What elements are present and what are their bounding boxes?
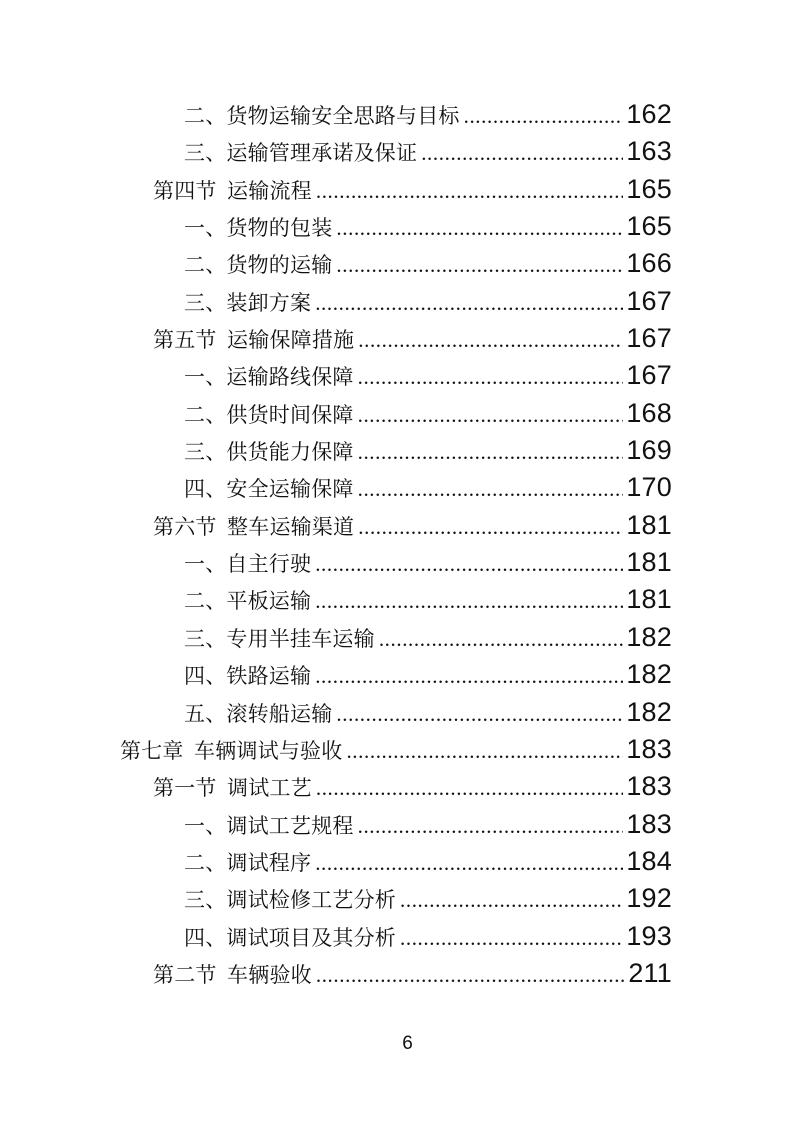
- toc-entry-label: 二、供货时间保障: [184, 402, 354, 427]
- toc-entry-label: 四、调试项目及其分析: [184, 925, 396, 950]
- toc-entry[interactable]: [120, 320, 672, 357]
- toc-entry[interactable]: [120, 171, 672, 208]
- toc-entry-page: 163: [626, 136, 672, 167]
- toc-dot-leader: [315, 285, 623, 322]
- toc-dot-leader: [464, 98, 624, 135]
- toc-entry[interactable]: [120, 245, 672, 282]
- toc-entry-label: 四、安全运输保障: [184, 477, 354, 502]
- toc-entry[interactable]: [120, 395, 672, 432]
- toc-entry[interactable]: [120, 283, 672, 320]
- toc-entry[interactable]: [120, 619, 672, 656]
- toc-dot-leader: [358, 509, 623, 546]
- toc-dot-leader: [358, 322, 623, 359]
- toc-entry-page: 181: [626, 547, 672, 578]
- toc-entry-label: 四、铁路运输: [184, 664, 312, 689]
- toc-dot-leader: [336, 696, 623, 733]
- toc-dot-leader: [316, 173, 623, 210]
- toc-entry[interactable]: [120, 918, 672, 955]
- toc-dot-leader: [315, 845, 623, 882]
- toc-dot-leader: [346, 733, 623, 770]
- toc-entry[interactable]: [120, 133, 672, 170]
- toc-entry[interactable]: [120, 469, 672, 506]
- toc-entry[interactable]: [120, 208, 672, 245]
- toc-dot-leader: [379, 621, 624, 658]
- toc-entry-label: 第七章 车辆调试与验收: [120, 738, 343, 763]
- toc-entry[interactable]: [120, 880, 672, 917]
- toc-entry-label: 第二节 车辆验收: [153, 962, 312, 987]
- toc-entry[interactable]: [120, 581, 672, 618]
- toc-entry-label: 二、货物的运输: [184, 253, 333, 278]
- toc-entry-page: 165: [626, 211, 672, 242]
- toc-entry-label: 三、专用半挂车运输: [184, 626, 375, 651]
- toc-entry-label: 三、调试检修工艺分析: [184, 888, 396, 913]
- toc-dot-leader: [316, 957, 625, 994]
- toc-entry-label: 二、货物运输安全思路与目标: [184, 104, 460, 128]
- toc-entry-page: 169: [626, 435, 672, 466]
- toc-dot-leader: [358, 808, 624, 845]
- toc-entry-label: 三、供货能力保障: [184, 440, 354, 465]
- toc-entry-page: 183: [626, 771, 672, 802]
- toc-entry-label: 一、自主行驶: [184, 552, 312, 577]
- toc-entry-page: 182: [626, 696, 672, 727]
- toc-entry[interactable]: [120, 843, 672, 880]
- toc-entry-page: 211: [628, 957, 672, 988]
- toc-entry-page: 192: [626, 883, 672, 914]
- toc-entry-label: 三、运输管理承诺及保证: [184, 141, 418, 166]
- toc-entry-label: 三、装卸方案: [184, 290, 312, 315]
- toc-entry-label: 一、运输路线保障: [184, 365, 354, 390]
- toc-dot-leader: [315, 583, 623, 620]
- page-footer: [0, 1033, 793, 1055]
- toc-entry-label: 第四节 运输流程: [153, 178, 312, 203]
- toc-entry-page: 181: [626, 509, 672, 540]
- toc-entry-page: 165: [626, 173, 672, 204]
- toc-entry-label: 一、调试工艺规程: [184, 813, 354, 838]
- toc-entry-page: 168: [626, 397, 672, 428]
- toc-dot-leader: [315, 658, 623, 695]
- toc-entry[interactable]: [120, 806, 672, 843]
- toc-dot-leader: [400, 920, 623, 957]
- toc-entry[interactable]: [120, 432, 672, 469]
- toc-entry-page: 170: [626, 472, 672, 503]
- toc-entry-page: 162: [626, 99, 672, 129]
- toc-entry-page: 193: [626, 920, 672, 951]
- toc-dot-leader: [336, 247, 623, 284]
- toc-entry-page: 166: [626, 248, 672, 279]
- toc-dot-leader: [358, 359, 624, 396]
- toc-dot-leader: [336, 210, 623, 247]
- toc-entry-page: 167: [626, 285, 672, 316]
- toc-entry-page: 183: [626, 808, 672, 839]
- toc-entry[interactable]: [120, 96, 672, 133]
- toc-entry[interactable]: [120, 768, 672, 805]
- toc-dot-leader: [358, 397, 624, 434]
- toc-entry-label: 一、货物的包装: [184, 216, 333, 241]
- toc-entry-page: 184: [626, 845, 672, 876]
- toc-entry-label: 第六节 整车运输渠道: [153, 514, 355, 539]
- toc-entry[interactable]: [120, 544, 672, 581]
- table-of-contents: [120, 96, 672, 992]
- toc-dot-leader: [315, 546, 623, 583]
- toc-entry-label: 五、滚转船运输: [184, 701, 333, 726]
- toc-dot-leader: [421, 135, 623, 172]
- toc-entry-page: 182: [626, 659, 672, 690]
- toc-entry[interactable]: [120, 507, 672, 544]
- toc-entry-label: 二、平板运输: [184, 589, 312, 614]
- toc-entry-page: 167: [626, 360, 672, 391]
- toc-entry-page: 181: [626, 584, 672, 615]
- toc-entry-page: 182: [626, 621, 672, 652]
- toc-entry-label: 第五节 运输保障措施: [153, 328, 355, 353]
- toc-entry[interactable]: [120, 656, 672, 693]
- toc-entry[interactable]: [120, 955, 672, 992]
- toc-dot-leader: [316, 770, 623, 807]
- toc-entry-label: 二、调试程序: [184, 850, 312, 875]
- toc-entry[interactable]: [120, 357, 672, 394]
- toc-entry-label: 第一节 调试工艺: [153, 776, 312, 801]
- toc-entry[interactable]: [120, 694, 672, 731]
- toc-dot-leader: [358, 471, 624, 508]
- footer-page-number: 6: [402, 1033, 413, 1054]
- toc-dot-leader: [358, 434, 624, 471]
- toc-entry[interactable]: [120, 731, 672, 768]
- toc-dot-leader: [400, 882, 623, 919]
- toc-entry-page: 167: [626, 323, 672, 354]
- toc-entry-page: 183: [626, 733, 672, 764]
